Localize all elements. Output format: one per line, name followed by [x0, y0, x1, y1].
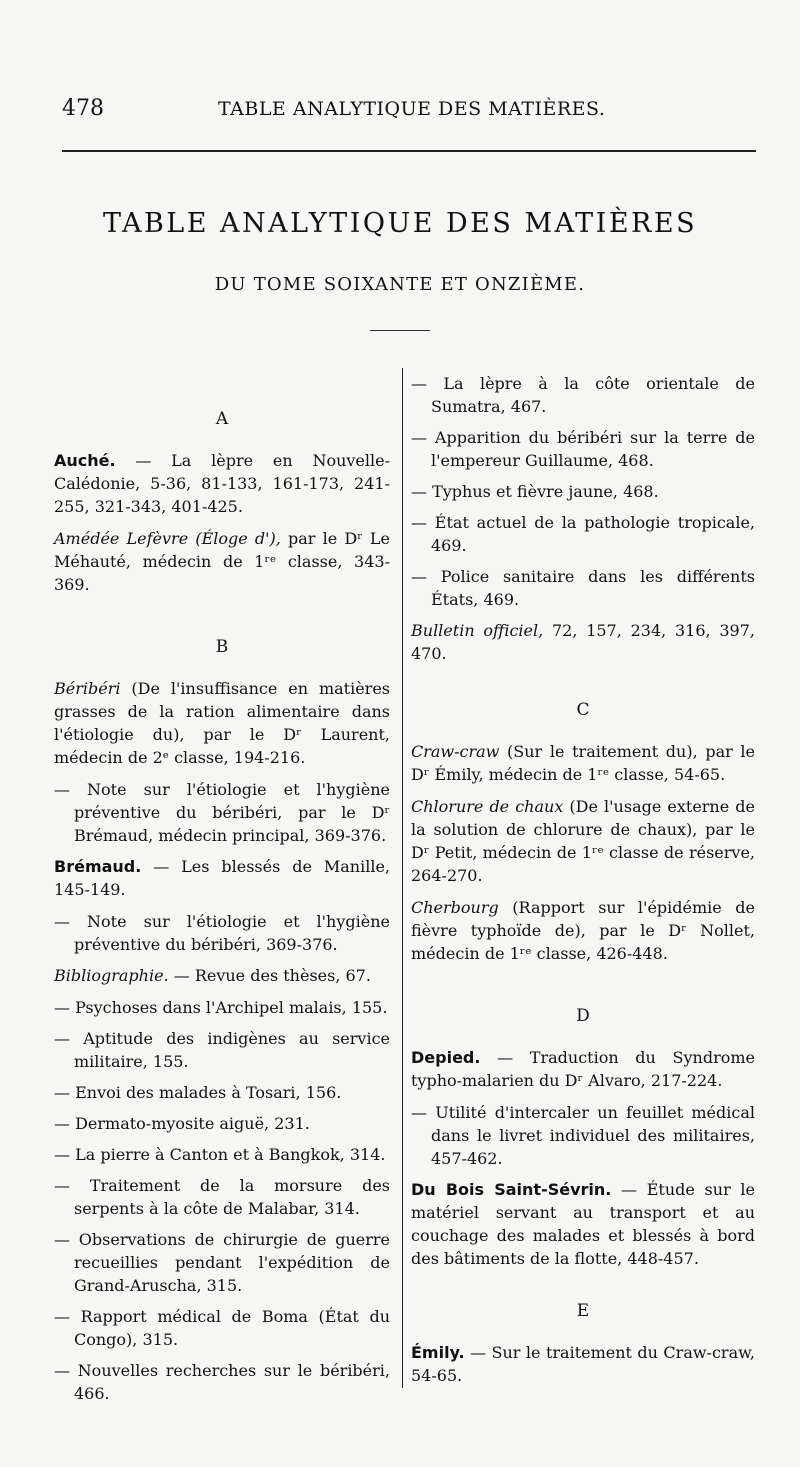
- entry-text: — Les blessés de Manille, 145-149.: [54, 857, 390, 899]
- entry-headword: Béribéri: [54, 679, 121, 698]
- entry-text: (Sur le traitement du), par le Dʳ Émily, médecin de 1ʳᵉ classe, 54-65.: [411, 742, 755, 784]
- index-entry-bibliographie: [54, 964, 390, 987]
- index-subentry: — Traitement de la morsure des serpents à la côte de Malabar, 314.: [54, 1176, 390, 1218]
- index-entry-bremaud: [54, 855, 390, 901]
- right-column: [411, 372, 755, 1396]
- entry-text: — Sur le traitement du Craw-craw, 54-65.: [411, 1343, 755, 1385]
- entry-text: — Traduction du Syndrome typho-malarien du Dʳ Alvaro, 217-224.: [411, 1048, 755, 1090]
- entry-headword: Craw-craw: [411, 742, 500, 761]
- entry-headword: Cherbourg: [411, 898, 499, 917]
- index-subentry: — Dermato-myosite aiguë, 231.: [54, 1114, 310, 1133]
- section-letter-a: A: [215, 409, 229, 429]
- section-letter-c: C: [576, 700, 590, 720]
- column-divider: [402, 368, 403, 1388]
- index-entry-cherbourg: [411, 896, 755, 965]
- entry-headword: Amédée Lefèvre (Éloge d'),: [54, 529, 281, 548]
- index-subentry: — Aptitude des indigènes au service militaire, 155.: [54, 1029, 390, 1071]
- running-head: [62, 96, 756, 132]
- entry-text: 72, 157, 234, 316, 397, 470.: [411, 621, 755, 663]
- index-subentry: — Utilité d'intercaler un feuillet médical dans le livret individuel des militaires, 457-462.: [411, 1103, 755, 1168]
- entry-text: — Revue des thèses, 67.: [168, 966, 371, 985]
- index-entry-emily: [411, 1341, 755, 1387]
- entry-headword: Depied.: [411, 1048, 481, 1067]
- index-entry-bulletin: [411, 619, 755, 665]
- entry-headword: Bibliographie.: [54, 966, 169, 985]
- section-letter-e: E: [576, 1301, 590, 1321]
- left-column: [54, 372, 390, 1413]
- index-entry-depied: [411, 1046, 755, 1092]
- index-subentry: — Note sur l'étiologie et l'hygiène préventive du béribéri, 369-376.: [54, 912, 390, 954]
- index-subentry: — État actuel de la pathologie tropicale, 469.: [411, 513, 755, 555]
- title-rule: [370, 330, 430, 331]
- index-entry-beriberi: [54, 677, 390, 769]
- entry-headword: Chlorure de chaux: [411, 797, 564, 816]
- index-subentry: — La pierre à Canton et à Bangkok, 314.: [54, 1145, 386, 1164]
- index-subentry: — Typhus et fièvre jaune, 468.: [411, 482, 659, 501]
- index-subentry: — Note sur l'étiologie et l'hygiène préventive du béribéri, par le Dʳ Brémaud, médecin principal, 369-376.: [54, 780, 390, 845]
- entry-headword: Bulletin officiel,: [411, 621, 544, 640]
- index-entry-lefevre: [54, 527, 390, 596]
- index-subentry: — Nouvelles recherches sur le béribéri, 466.: [54, 1361, 390, 1403]
- entry-headword: Auché.: [54, 451, 116, 470]
- entry-text: — La lèpre en Nouvelle-Calédonie, 5-36, 81-133, 161-173, 241-255, 321-343, 401-425.: [54, 451, 390, 516]
- entry-text: — Étude sur le matériel servant au transport et au couchage des malades et blessés à bord des bâtiments de la flotte, 448-457.: [411, 1180, 756, 1268]
- index-entry-auche: [54, 449, 390, 518]
- index-subentry: — Apparition du béribéri sur la terre de l'empereur Guillaume, 468.: [411, 428, 755, 470]
- entry-text: (Rapport sur l'épidémie de fièvre typhoïde de), par le Dʳ Nollet, médecin de 1ʳᵉ classe, 426-448.: [411, 898, 755, 963]
- running-title: TABLE ANALYTIQUE DES MATIÈRES.: [218, 98, 606, 120]
- entry-text: par le Dʳ Le Méhauté, médecin de 1ʳᵉ classe, 343-369.: [54, 529, 390, 594]
- index-subentry: — Psychoses dans l'Archipel malais, 155.: [54, 998, 388, 1017]
- index-subentry: — La lèpre à la côte orientale de Sumatra, 467.: [411, 374, 755, 416]
- section-letter-b: B: [215, 637, 229, 657]
- index-entry-craw-craw: [411, 740, 755, 786]
- index-subentry: — Observations de chirurgie de guerre recueillies pendant l'expédition de Grand-Aruscha, 315.: [54, 1230, 390, 1295]
- index-entry-chlorure: [411, 795, 755, 887]
- index-subentry: — Envoi des malades à Tosari, 156.: [54, 1083, 342, 1102]
- header-rule: [62, 150, 756, 152]
- entry-text: (De l'insuffisance en matières grasses de la ration alimentaire dans l'étiologie du), par le Dʳ Laurent, médecin de 2ᵉ classe, 194-216.: [54, 679, 390, 767]
- index-subentry: — Rapport médical de Boma (État du Congo), 315.: [54, 1307, 390, 1349]
- index-entry-du-bois: [411, 1178, 755, 1270]
- entry-headword: Brémaud.: [54, 857, 142, 876]
- entry-text: (De l'usage externe de la solution de chlorure de chaux), par le Dʳ Petit, médecin de 1ʳᵉ classe de réserve, 264-270.: [411, 797, 755, 885]
- index-subentry: — Police sanitaire dans les différents États, 469.: [411, 567, 755, 609]
- entry-headword: Émily.: [411, 1343, 465, 1362]
- page-number: 478: [62, 96, 104, 121]
- page-subtitle: DU TOME SOIXANTE ET ONZIÈME.: [214, 274, 586, 295]
- entry-headword: Du Bois Saint-Sévrin.: [411, 1180, 612, 1199]
- page-title: TABLE ANALYTIQUE DES MATIÈRES: [102, 208, 698, 239]
- section-letter-d: D: [576, 1006, 590, 1026]
